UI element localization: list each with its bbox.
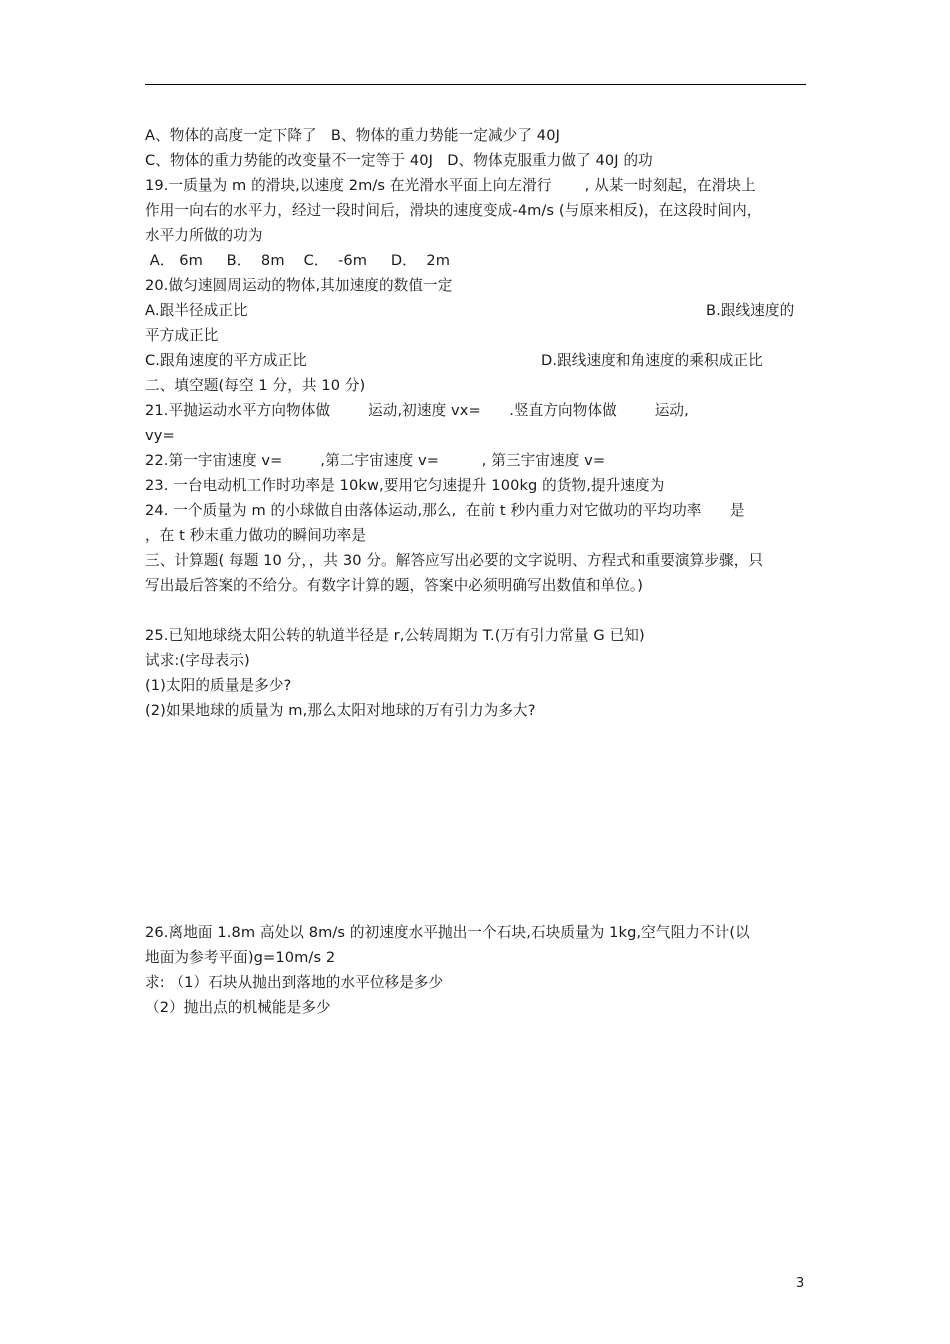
q18-options-cd: C、物体的重力势能的改变量不一定等于 40J D、物体克服重力做了 40J 的功 xyxy=(145,152,653,169)
q25-stem: 25.已知地球绕太阳公转的轨道半径是 r,公转周期为 T.(万有引力常量 G 已知) xyxy=(145,627,645,644)
q21-line-2: vy= xyxy=(145,427,175,444)
q20-option-b: B.跟线速度的 xyxy=(706,302,795,319)
section-calc-heading-1: 三、计算题( 每题 10 分，，共 30 分。解答应写出必要的文字说明、方程式和重要演算步骤，只 xyxy=(145,552,764,569)
q20-stem: 20.做匀速圆周运动的物体,其加速度的数值一定 xyxy=(145,277,453,294)
q19-line-3: 水平力所做的功为 xyxy=(145,227,263,244)
q25-part-1: (1)太阳的质量是多少? xyxy=(145,677,292,694)
q19-line-1: 19.一质量为 m 的滑块,以速度 2m/s 在光滑水平面上向左滑行 , 从某一时刻起，在滑块上 xyxy=(145,177,756,194)
section-calc-heading-2: 写出最后答案的不给分。有数字计算的题，答案中必须明确写出数值和单位。) xyxy=(145,577,644,594)
q18-options-ab: A、物体的高度一定下降了 B、物体的重力势能一定减少了 40J xyxy=(145,127,560,144)
q20-option-a: A.跟半径成正比 xyxy=(145,302,248,319)
q19-line-2: 作用一向右的水平力，经过一段时间后，滑块的速度变成-4m/s (与原来相反)，在这段时间内， xyxy=(145,202,762,219)
q26-part-2: （2）抛出点的机械能是多少 xyxy=(145,999,331,1016)
q21-line-1: 21.平抛运动水平方向物体做 运动,初速度 vx= .竖直方向物体做 运动, xyxy=(145,402,689,419)
section-fill-in-heading: 二、填空题(每空 1 分，共 10 分) xyxy=(145,377,366,394)
q24-line-1: 24. 一个质量为 m 的小球做自由落体运动,那么, 在前 t 秒内重力对它做功的平均功率 是 xyxy=(145,502,745,519)
q19-options: A． 6m B． 8m C． -6m D． 2m xyxy=(145,252,451,269)
q24-line-2: ，在 t 秒末重力做功的瞬间功率是 xyxy=(145,527,367,544)
q20-option-b-cont: 平方成正比 xyxy=(145,327,219,344)
q25-part-2: (2)如果地球的质量为 m,那么太阳对地球的万有引力为多大? xyxy=(145,702,536,719)
q25-instruction: 试求:(字母表示) xyxy=(145,652,250,669)
q20-option-c: C.跟角速度的平方成正比 xyxy=(145,352,307,369)
q26-stem-2: 地面为参考平面)g=10m/s 2 xyxy=(145,949,336,966)
q22: 22.第一宇宙速度 v= ,第二宇宙速度 v= , 第三宇宙速度 v= xyxy=(145,452,606,469)
q23: 23. 一台电动机工作时功率是 10kw,要用它匀速提升 100kg 的货物,提升速度为 xyxy=(145,477,665,494)
q20-option-d: D.跟线速度和角速度的乘积成正比 xyxy=(541,352,763,369)
page-number: 3 xyxy=(796,1276,805,1291)
header-rule xyxy=(145,84,806,85)
q26-stem-1: 26.离地面 1.8m 高处以 8m/s 的初速度水平抛出一个石块,石块质量为 1kg,空气阻力不计(以 xyxy=(145,924,750,941)
q26-part-1: 求: （1）石块从抛出到落地的水平位移是多少 xyxy=(145,974,444,991)
